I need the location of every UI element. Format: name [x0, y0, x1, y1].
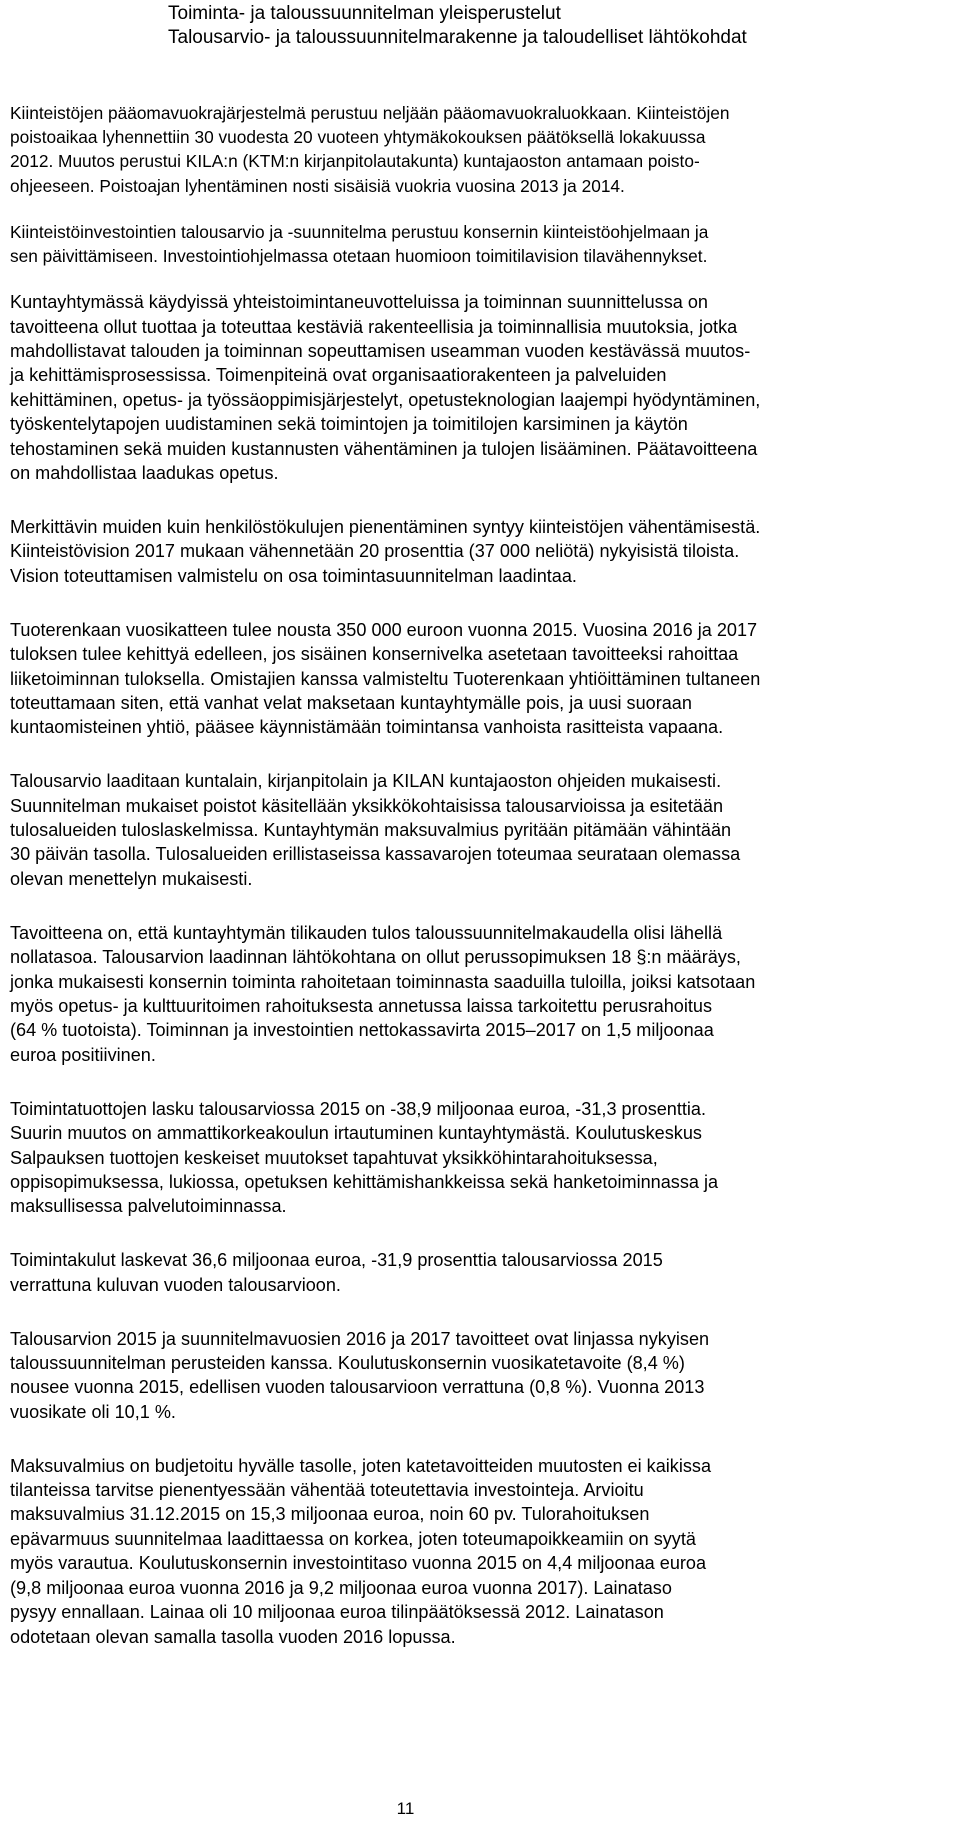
text-line: Kiinteistöjen pääomavuokrajärjestelmä perustuu neljään pääomavuokraluokkaan. Kiinteistöjen	[10, 103, 730, 123]
paragraph-property-reduction	[10, 515, 950, 588]
paragraph-budget-preparation	[10, 769, 950, 891]
text-line: myös varautua. Koulutuskonsernin investointitaso vuonna 2015 on 4,4 miljoonaa euroa	[10, 1553, 707, 1574]
text-line: ohjeeseen. Poistoajan lyhentäminen nosti sisäisiä vuokria vuosina 2013 ja 2014.	[10, 175, 625, 196]
text-line: Maksuvalmius on budjetoitu hyvälle tasolle, joten katetavoitteiden muutosten ei kaikissa	[10, 1455, 712, 1476]
text-line: Kuntayhtymässä käydyissä yhteistoimintaneuvotteluissa ja toiminnan suunnittelussa on	[10, 292, 708, 313]
text-line: verrattuna kuluvan vuoden talousarvioon.	[10, 1274, 341, 1295]
text-line: sen päivittämiseen. Investointiohjelmassa otetaan huomioon toimitilavision tilavähennykset.	[10, 246, 708, 267]
text-line: kuntaomisteinen yhtiö, pääsee käynnistämään toimintansa vanhoista rasitteista vapaana.	[10, 717, 724, 738]
text-line: on mahdollistaa laadukas opetus.	[10, 463, 279, 484]
text-line: tuloksen tulee kehittyä edelleen, jos sisäinen konsernivelka asetetaan tavoitteeksi rahoittaa	[10, 644, 739, 665]
paragraph-operating-income	[10, 1097, 950, 1219]
text-line: Suurin muutos on ammattikorkeakoulun irtautuminen kuntayhtymästä. Koulutuskeskus	[10, 1123, 702, 1144]
page-number: 11	[396, 1799, 415, 1818]
text-line: työskentelytapojen uudistaminen sekä toimintojen ja toimitilojen karsiminen ja käytön	[10, 414, 688, 435]
text-line: ja kehittämisprosessissa. Toimenpiteinä ovat organisaatiorakenteen ja palveluiden	[10, 365, 667, 386]
text-line: Tavoitteena on, että kuntayhtymän tilikauden tulos taloussuunnitelmakaudella olisi lähellä	[10, 922, 723, 943]
text-line: Kiinteistövision 2017 mukaan vähennetään 20 prosenttia (37 000 neliötä) nykyisistä tiloista.	[10, 541, 740, 562]
page-header	[168, 2, 747, 50]
text-line: maksuvalmius 31.12.2015 on 15,3 miljoonaa euroa, noin 60 pv. Tulorahoituksen	[10, 1504, 650, 1525]
paragraph-budget-targets	[10, 1327, 950, 1425]
text-line: 2012. Muutos perustui KILA:n (KTM:n kirjanpitolautakunta) kuntajaoston antamaan poisto-	[10, 151, 700, 172]
text-line: oppisopimuksessa, lukiossa, opetuksen kehittämishankkeissa sekä hanketoiminnassa ja	[10, 1171, 719, 1192]
paragraph-property-investments	[10, 220, 950, 268]
text-line: liiketoiminnan tuloksella. Omistajien kanssa valmisteltu Tuoterenkaan yhtiöittäminen tultaneen	[10, 668, 761, 689]
text-line: euroa positiivinen.	[10, 1044, 156, 1065]
text-line: (64 % tuotoista). Toiminnan ja investointien nettokassavirta 2015–2017 on 1,5 miljoonaa	[10, 1020, 714, 1041]
text-line: taloussuunnitelman perusteiden kanssa. Koulutuskonsernin vuosikatetavoite (8,4 %)	[10, 1352, 685, 1373]
text-line: toteuttamaan siten, että vanhat velat maksetaan kuntayhtymälle pois, ja uusi suoraan	[10, 692, 692, 713]
text-line: Kiinteistöinvestointien talousarvio ja -suunnitelma perustuu konsernin kiinteistöohjelmaan ja	[10, 221, 709, 242]
text-line: poistoaikaa lyhennettiin 30 vuodesta 20 vuoteen yhtymäkokouksen päätöksellä lokakuussa	[10, 127, 706, 148]
text-line: nollatasoa. Talousarvion laadinnan lähtökohtana on ollut perussopimuksen 18 §:n määräys,	[10, 947, 741, 968]
header-title: Toiminta- ja taloussuunnitelman yleisperustelut	[168, 3, 561, 24]
text-line: Toimintatuottojen lasku talousarviossa 2015 on -38,9 miljoonaa euroa, -31,3 prosenttia.	[10, 1098, 707, 1119]
header-subtitle: Talousarvio- ja taloussuunnitelmarakenne ja taloudelliset lähtökohdat	[168, 27, 747, 48]
text-line: Merkittävin muiden kuin henkilöstökulujen pienentäminen syntyy kiinteistöjen vähentämisestä.	[10, 516, 761, 537]
text-line: Talousarvio laaditaan kuntalain, kirjanpitolain ja KILAN kuntajaoston ohjeiden mukaisesti.	[10, 771, 722, 792]
paragraph-tuoterengas	[10, 618, 950, 740]
text-line: 30 päivän tasolla. Tulosalueiden erillistaseissa kassavarojen toteumaa seurataan olemassa	[10, 844, 741, 865]
text-line: tehostaminen sekä muiden kustannusten vähentäminen ja tulojen lisääminen. Päätavoitteena	[10, 438, 758, 459]
text-line: mahdollistavat talouden ja toiminnan sopeuttamisen useamman vuoden kestävässä muutos-	[10, 341, 751, 362]
text-line: kehittäminen, opetus- ja työssäoppimisjärjestelyt, opetusteknologian laajempi hyödyntäminen,	[10, 389, 761, 410]
text-line: olevan menettelyn mukaisesti.	[10, 868, 253, 889]
paragraph-liquidity	[10, 1454, 950, 1649]
text-line: Tuoterenkaan vuosikatteen tulee nousta 350 000 euroon vuonna 2015. Vuosina 2016 ja 2017	[10, 619, 758, 640]
text-line: nousee vuonna 2015, edellisen vuoden talousarvioon verrattuna (0,8 %). Vuonna 2013	[10, 1377, 705, 1398]
text-line: maksullisessa palvelutoiminnassa.	[10, 1196, 287, 1217]
text-line: pysyy ennallaan. Lainaa oli 10 miljoonaa euroa tilinpäätöksessä 2012. Lainatason	[10, 1602, 664, 1623]
text-line: epävarmuus suunnitelmaa laadittaessa on korkea, joten toteumapoikkeamiin on syytä	[10, 1528, 696, 1549]
text-line: Vision toteuttamisen valmistelu on osa toimintasuunnitelman laadintaa.	[10, 565, 577, 586]
paragraph-cooperation-negotiations	[10, 290, 950, 485]
paragraph-result-target	[10, 921, 950, 1067]
text-line: tulosalueiden tuloslaskelmissa. Kuntayhtymän maksuvalmius pyritään pitämään vähintään	[10, 820, 732, 841]
text-line: odotetaan olevan samalla tasolla vuoden 2016 lopussa.	[10, 1626, 456, 1647]
text-line: tavoitteena ollut tuottaa ja toteuttaa kestäviä rakenteellisia ja toiminnallisia muutoksia, jotka	[10, 316, 738, 337]
text-line: vuosikate oli 10,1 %.	[10, 1401, 176, 1422]
document-body	[10, 101, 950, 1678]
text-line: Salpauksen tuottojen keskeiset muutokset tapahtuvat yksikköhintarahoituksessa,	[10, 1147, 658, 1168]
text-line: Suunnitelman mukaiset poistot käsitellään yksikkökohtaisissa talousarvioissa ja esitetään	[10, 795, 724, 816]
paragraph-operating-expenses	[10, 1248, 950, 1297]
text-line: (9,8 miljoonaa euroa vuonna 2016 ja 9,2 miljoonaa euroa vuonna 2017). Lainataso	[10, 1577, 672, 1598]
text-line: Toimintakulut laskevat 36,6 miljoonaa euroa, -31,9 prosenttia talousarviossa 2015	[10, 1250, 663, 1271]
text-line: tilanteissa tarvitse pienentyessään vähentää toteutettavia investointeja. Arvioitu	[10, 1480, 644, 1501]
paragraph-capital-rent	[10, 101, 950, 198]
text-line: myös opetus- ja kulttuuritoimen rahoituksesta annetussa laissa tarkoitettu perusrahoitus	[10, 995, 712, 1016]
text-line: Talousarvion 2015 ja suunnitelmavuosien 2016 ja 2017 tavoitteet ovat linjassa nykyisen	[10, 1328, 710, 1349]
text-line: jonka mukaisesti konsernin toiminta rahoitetaan toiminnasta saaduilla tuloilla, joiksi katsotaan	[10, 971, 756, 992]
